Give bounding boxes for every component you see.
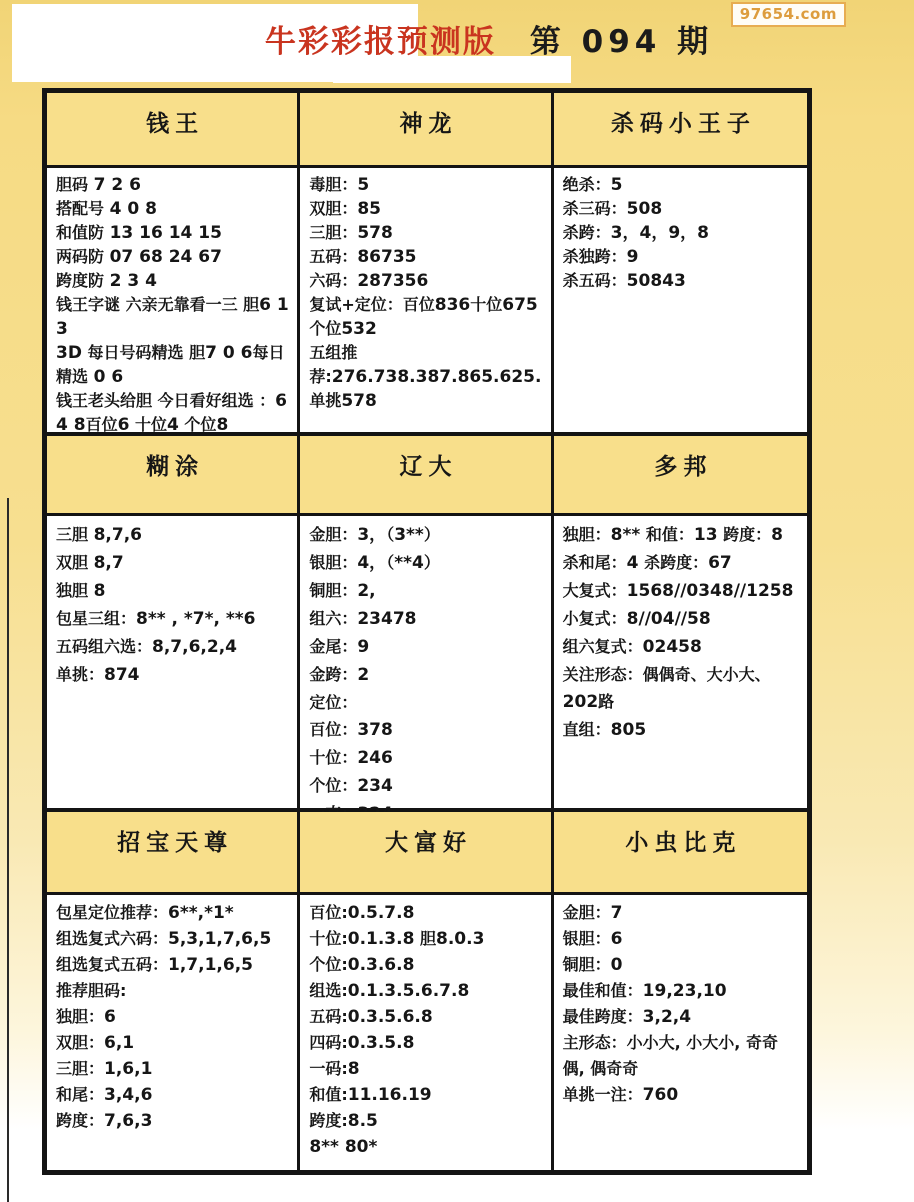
label-text: 包星定位推荐： (56, 903, 169, 922)
cell-title: 钱王 (146, 111, 205, 137)
value-text: 6,1 (104, 1033, 135, 1053)
cell-body-shen-long (300, 168, 553, 436)
body-line (309, 341, 542, 389)
value-text: 8 (93, 581, 106, 601)
value-text: 19,23,10 (642, 981, 727, 1001)
value-text: 13 16 14 15 (109, 223, 222, 243)
label-text: 五码: (309, 1007, 348, 1026)
label-text: 毒胆： (309, 175, 358, 194)
value-text: 8,7,6 (93, 525, 142, 545)
value-text: 5 (357, 175, 370, 195)
body-line (563, 173, 799, 197)
value-text: 6 4 8 (56, 391, 287, 435)
value-text: 07 68 24 67 (109, 247, 222, 267)
label-text: 钱王老头给胆 今日看好组选 ： (56, 391, 276, 410)
cell-title: 神龙 (399, 111, 458, 137)
value-text: 6**,*1* (168, 903, 234, 923)
prediction-table (42, 88, 812, 1175)
label-text: 百位 (85, 415, 118, 434)
cell-header-qian-wang (47, 93, 300, 168)
body-line (563, 221, 799, 245)
value-text: 2 3 4 (109, 271, 157, 291)
value-text: 8//04//58 (626, 609, 711, 629)
value-text: 8 (216, 415, 229, 435)
body-line (309, 293, 542, 341)
label-text: 和值: (309, 1085, 348, 1104)
label-text: 百位: (309, 903, 348, 922)
label-text: 金胆： (309, 525, 358, 544)
value-text: 3** (394, 525, 424, 545)
body-line (309, 744, 542, 772)
label-text: 杀跨度： (638, 553, 709, 572)
label-text: 十位: (309, 929, 348, 948)
cell-title: 辽大 (399, 454, 458, 480)
value-text: 6 (117, 415, 130, 435)
body-line (309, 269, 542, 293)
cell-header-duo-bang (554, 436, 807, 516)
body-line (56, 341, 289, 389)
body-line (563, 577, 799, 605)
label-text: 关注形态：偶偶奇、大小大、 (562, 665, 771, 684)
body-line (56, 900, 289, 926)
value-text: 7 0 6 (205, 343, 253, 363)
label-text: 独胆 (56, 581, 94, 600)
value-text: 6 1 3 (56, 295, 289, 339)
body-line (56, 1108, 289, 1134)
value-text: 287356 (357, 271, 429, 291)
body-line (56, 926, 289, 952)
value-text: 234 (357, 776, 393, 796)
value-text: 6 (104, 1007, 116, 1027)
label-text: 金胆： (562, 903, 611, 922)
label-text: 四码: (309, 1033, 348, 1052)
value-text: 508 (626, 199, 663, 219)
value-text: 2, (357, 581, 376, 601)
label-text: 两码防 (56, 247, 110, 266)
watermark-badge: 97654.com (731, 2, 846, 27)
value-text: 675 (502, 295, 538, 315)
value-text: 0.5.7.8 (347, 903, 415, 923)
label-text: 每日号码精选 胆 (81, 343, 206, 362)
label-text: 最佳跨度： (562, 1007, 643, 1026)
value-text: 7,6,3 (104, 1111, 153, 1131)
value-text: 4 (626, 553, 639, 573)
label-text: （ (386, 553, 395, 572)
label-text: 个位 (178, 415, 217, 434)
value-text: 246 (357, 748, 393, 768)
value-text: 5,3,1,7,6,5 (168, 929, 272, 949)
label-text: 搭配号 (56, 199, 110, 218)
body-line (309, 926, 542, 952)
label-text: 跨度: (309, 1111, 348, 1130)
body-line (563, 978, 799, 1004)
body-line (309, 577, 542, 605)
body-line (309, 716, 542, 744)
body-line (563, 197, 799, 221)
label-text: 单挑： (56, 665, 105, 684)
body-line (309, 1030, 542, 1056)
label-text: 十位： (309, 748, 358, 767)
body-line (56, 1004, 289, 1030)
body-line (563, 1004, 799, 1030)
value-text: 9 (626, 247, 639, 267)
label-text: 铜胆： (309, 581, 358, 600)
label-text: 双胆： (309, 199, 358, 218)
body-line (56, 269, 289, 293)
value-text: 7 2 6 (93, 175, 141, 195)
label-text: 最佳和值： (562, 981, 643, 1000)
label-text: 主形态：小小大, 小大小, 奇奇偶, 偶奇奇 (562, 1033, 778, 1078)
label-text: 胆码 (56, 175, 94, 194)
body-line (56, 1030, 289, 1056)
value-text: 9 (357, 637, 370, 657)
value-text: 85 (357, 199, 382, 219)
value-text: 760 (642, 1085, 679, 1105)
body-line (56, 577, 289, 605)
label-text: 银胆： (309, 553, 358, 572)
body-line (309, 1056, 542, 1082)
value-text: 7 (610, 903, 623, 923)
label-text: 五组推荐: (309, 343, 358, 386)
body-line (563, 521, 799, 577)
label-text: 包星三组： (56, 609, 137, 628)
body-line (563, 900, 799, 926)
page-edge-line (7, 498, 9, 1202)
body-line (56, 633, 289, 661)
cell-header-hu-tu (47, 436, 300, 516)
value-text: 874 (104, 665, 140, 685)
cell-header-da-fu-hao (300, 812, 553, 895)
body-line (563, 269, 799, 293)
label-text: 十位 (470, 295, 503, 314)
label-text: 直组： (562, 720, 611, 739)
value-text: 1,6,1 (104, 1059, 153, 1079)
value-text: 67 (708, 553, 732, 573)
label-text: 跨度： (717, 525, 772, 544)
label-text: 和值： (640, 525, 694, 544)
value-text: 3D (56, 343, 82, 363)
value-text: 0.3.5.6.8 (347, 1007, 433, 1027)
label-text: 和值防 (56, 223, 110, 242)
body-line (309, 661, 542, 689)
cell-title: 招宝天尊 (117, 830, 234, 856)
label-text: 铜胆： (562, 955, 611, 974)
body-line (309, 1004, 542, 1030)
body-line (56, 978, 289, 1004)
label-text: 三胆： (309, 223, 358, 242)
cell-body-liao-da (300, 516, 553, 812)
value-text: 3， (357, 525, 387, 545)
value-text: 8 (347, 1059, 360, 1079)
value-text: 0.1.3.5.6.7.8 (347, 981, 470, 1001)
value-text: 8** 80* (309, 1137, 378, 1157)
label-text: 三胆 (56, 525, 94, 544)
label-text: 十位 (129, 415, 168, 434)
body-line (56, 549, 289, 577)
label-text: 金尾： (309, 637, 358, 656)
label-text: 跨度防 (56, 271, 110, 290)
label-text: 路 (598, 692, 615, 711)
body-line (56, 173, 289, 197)
label-text: 杀跨： (562, 223, 611, 242)
label-text: ） (423, 553, 440, 572)
value-text: 6 (610, 929, 623, 949)
value-text: 3,4,6 (104, 1085, 153, 1105)
label-text: 个位: (309, 955, 348, 974)
body-line (563, 926, 799, 952)
label-text: 五码： (309, 247, 358, 266)
label-text: 杀五码： (562, 271, 627, 290)
cell-body-qian-wang (47, 168, 300, 436)
label-text: 组选复式六码： (56, 929, 169, 948)
body-line (56, 389, 289, 437)
value-text: 4 (167, 415, 179, 435)
value-text: 8 (771, 525, 783, 545)
issue-number: 第 094 期 (529, 24, 714, 60)
body-line (563, 245, 799, 269)
body-line (309, 952, 542, 978)
label-text: 杀三码： (562, 199, 627, 218)
cell-header-zhao-bao-tian-zun (47, 812, 300, 895)
value-text: 5 (610, 175, 623, 195)
value-text: 8.0.3 (436, 929, 485, 949)
body-line (309, 1082, 542, 1108)
body-line (563, 1030, 799, 1082)
body-line (563, 605, 799, 633)
label-text: 组六复式： (562, 637, 643, 656)
label-text: 大复式： (562, 581, 627, 600)
body-line (309, 549, 542, 577)
label-text: 组选: (309, 981, 348, 1000)
value-text: 02458 (642, 637, 702, 657)
body-line (563, 716, 799, 744)
label-text: 六码： (309, 271, 358, 290)
label-text: 定位： (309, 693, 358, 712)
body-line (56, 1082, 289, 1108)
label-text: 复试+定位：百位 (309, 295, 435, 314)
value-text: 2 (357, 665, 370, 685)
body-line (563, 661, 799, 716)
body-line (563, 633, 799, 661)
body-line (309, 978, 542, 1004)
label-text: 胆 (414, 929, 437, 948)
label-text: 双胆 (56, 553, 94, 572)
value-text: 8.5 (347, 1111, 378, 1131)
body-line (56, 245, 289, 269)
body-line (56, 605, 289, 633)
value-text: 0 (610, 955, 623, 975)
cell-title: 小虫比克 (625, 830, 742, 856)
label-text: 推荐胆码: (56, 981, 127, 1000)
value-text: **4 (394, 553, 424, 573)
cell-body-duo-bang (554, 516, 807, 812)
cell-title: 糊涂 (146, 454, 205, 480)
value-text: 0.1.3.8 (347, 929, 415, 949)
cell-header-sha-ma-xiao-wang-zi (554, 93, 807, 168)
label-text: 单挑一注： (562, 1085, 643, 1104)
page-title: 牛彩彩报预测版 (264, 24, 496, 60)
cell-header-xiao-chong-bi-ke (554, 812, 807, 895)
value-text: 578 (341, 391, 377, 411)
value-text: 578 (357, 223, 393, 243)
label-text: 钱王字谜 六亲无靠看一三 胆 (56, 295, 260, 314)
label-text: （ (386, 525, 395, 544)
label-text: 跨度： (56, 1111, 105, 1130)
value-text: 11.16.19 (347, 1085, 432, 1105)
body-line (309, 173, 542, 197)
label-text: 独胆： (562, 525, 611, 544)
value-text: 4， (357, 553, 387, 573)
value-text: 0 6 (93, 367, 124, 387)
label-text: 单挑 (309, 391, 342, 410)
label-text: ） (423, 525, 440, 544)
cell-body-zhao-bao-tian-zun (47, 895, 300, 1170)
body-line (56, 521, 289, 549)
label-text: 杀独跨： (562, 247, 627, 266)
label-text: 三胆： (56, 1059, 105, 1078)
body-line (309, 1108, 542, 1134)
label-text: 组选复式五码： (56, 955, 169, 974)
value-text: 378 (357, 720, 393, 740)
body-line (56, 221, 289, 245)
cell-body-sha-ma-xiao-wang-zi (554, 168, 807, 436)
cell-title: 多邦 (654, 454, 713, 480)
label-text: 组六： (309, 609, 358, 628)
cell-title: 杀码小王子 (610, 111, 756, 137)
body-line (56, 1056, 289, 1082)
value-text: 8,7 (93, 553, 124, 573)
body-line (309, 900, 542, 926)
label-text: 杀和尾： (562, 553, 627, 572)
body-line (309, 245, 542, 269)
label-text: 银胆： (562, 929, 611, 948)
body-line (309, 221, 542, 245)
label-text: 每日精选 (56, 343, 285, 386)
cell-header-liao-da (300, 436, 553, 516)
value-text: 13 (693, 525, 718, 545)
body-line (56, 293, 289, 341)
body-line (309, 689, 542, 716)
label-text: 双胆： (56, 1033, 105, 1052)
body-line (563, 952, 799, 978)
body-line (309, 1134, 542, 1160)
value-text: 276.738.387.865.625. (331, 367, 542, 387)
value-text: 8** , *7*, **6 (136, 609, 256, 629)
body-line (56, 952, 289, 978)
value-text: 4 0 8 (109, 199, 157, 219)
label-text: 个位： (309, 776, 358, 795)
value-text: 1,7,1,6,5 (168, 955, 253, 975)
value-text: 532 (341, 319, 377, 339)
label-text: 个位 (309, 319, 342, 338)
body-line (56, 197, 289, 221)
cell-header-shen-long (300, 93, 553, 168)
value-text: 0.3.6.8 (347, 955, 415, 975)
label-text: 五码组六选： (56, 637, 153, 656)
cell-title: 大富好 (384, 830, 472, 856)
value-text: 202 (562, 692, 599, 712)
value-text: 0.3.5.8 (347, 1033, 415, 1053)
label-text: 金跨： (309, 665, 358, 684)
body-line (309, 389, 542, 413)
value-text: 805 (610, 720, 647, 740)
value-text: 8,7,6,2,4 (152, 637, 237, 657)
value-text: 50843 (626, 271, 686, 291)
label-text: 一码: (309, 1059, 348, 1078)
value-text: 8** (610, 525, 641, 545)
body-line (309, 197, 542, 221)
cell-body-hu-tu (47, 516, 300, 812)
value-text: 86735 (357, 247, 417, 267)
value-text: 3，4，9，8 (610, 223, 709, 243)
label-text: 绝杀： (562, 175, 611, 194)
value-text: 1568//0348//1258 (626, 581, 794, 601)
body-line (309, 633, 542, 661)
label-text: 独胆： (56, 1007, 105, 1026)
label-text: 百位： (309, 720, 358, 739)
label-text: 和尾： (56, 1085, 105, 1104)
value-text: 23478 (357, 609, 417, 629)
label-text: 小复式： (562, 609, 627, 628)
body-line (309, 605, 542, 633)
value-text: 836 (434, 295, 471, 315)
body-line (309, 521, 542, 549)
cell-body-da-fu-hao (300, 895, 553, 1170)
body-line (309, 772, 542, 800)
body-line (56, 661, 289, 689)
cell-body-xiao-chong-bi-ke (554, 895, 807, 1170)
value-text: 3,2,4 (642, 1007, 692, 1027)
body-line (563, 1082, 799, 1108)
